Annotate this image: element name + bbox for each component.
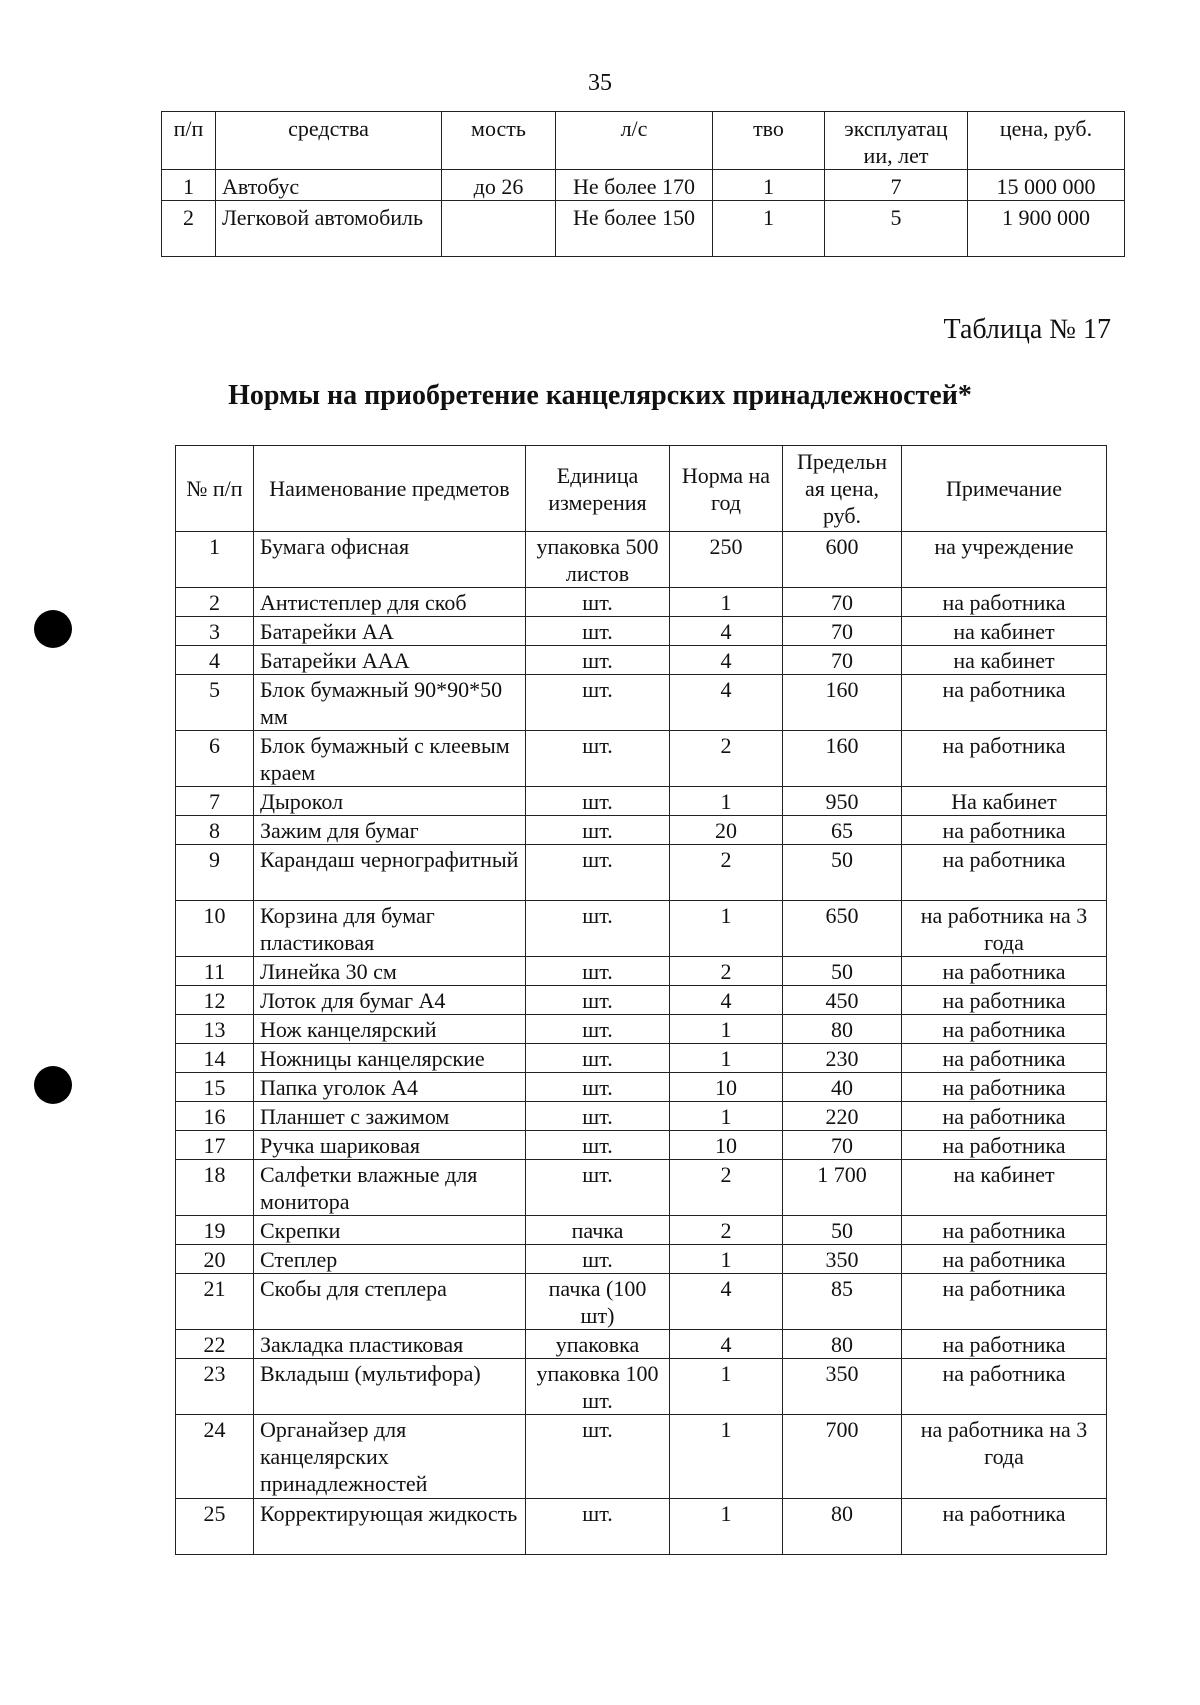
supplies-table [175, 445, 1107, 1555]
table-row [176, 957, 1107, 986]
cell-note: на работника [902, 731, 1107, 787]
table-row [176, 1274, 1107, 1330]
cell-number: 14 [176, 1044, 254, 1073]
cell-power: Не более 150 [556, 201, 713, 257]
table-label: Таблица № 17 [943, 314, 1111, 345]
cell-item-name: Корректирующая жидкость [254, 1499, 526, 1555]
table-row [162, 201, 1125, 257]
table-row [176, 675, 1107, 731]
cell-annual-norm: 10 [670, 1073, 783, 1102]
cell-annual-norm: 1 [670, 1102, 783, 1131]
header-cell: № п/п [176, 446, 254, 532]
header-cell: Примечание [902, 446, 1107, 532]
cell-note: на работника [902, 845, 1107, 901]
cell-item-name: Закладка пластиковая [254, 1330, 526, 1359]
cell-annual-norm: 2 [670, 731, 783, 787]
cell-unit: шт. [526, 1131, 670, 1160]
cell-max-price: 70 [783, 646, 902, 675]
cell-number: 25 [176, 1499, 254, 1555]
header-cell: Предельн ая цена, руб. [783, 446, 902, 532]
cell-item-name: Блок бумажный с клеевым краем [254, 731, 526, 787]
cell-unit: шт. [526, 731, 670, 787]
table-row [176, 1330, 1107, 1359]
cell-annual-norm: 4 [670, 617, 783, 646]
cell-unit: шт. [526, 1073, 670, 1102]
cell-max-price: 160 [783, 675, 902, 731]
cell-unit: шт. [526, 675, 670, 731]
cell-number: 16 [176, 1102, 254, 1131]
cell-note: на работника [902, 1044, 1107, 1073]
cell-note: на работника [902, 1131, 1107, 1160]
header-cell: мость [442, 112, 556, 170]
cell-quantity: 1 [713, 201, 825, 257]
cell-number: 11 [176, 957, 254, 986]
cell-note: на кабинет [902, 646, 1107, 675]
cell-number: 8 [176, 816, 254, 845]
cell-number: 9 [176, 845, 254, 901]
cell-item-name: Салфетки влажные для монитора [254, 1160, 526, 1216]
cell-number: 13 [176, 1015, 254, 1044]
cell-unit: шт. [526, 957, 670, 986]
cell-annual-norm: 1 [670, 1044, 783, 1073]
table-row [176, 986, 1107, 1015]
cell-annual-norm: 1 [670, 1499, 783, 1555]
cell-unit: шт. [526, 646, 670, 675]
cell-max-price: 50 [783, 1216, 902, 1245]
table-row [176, 845, 1107, 901]
cell-number: 4 [176, 646, 254, 675]
cell-note: на работника [902, 1274, 1107, 1330]
cell-annual-norm: 4 [670, 646, 783, 675]
cell-unit: пачка (100 шт) [526, 1274, 670, 1330]
cell-unit: шт. [526, 1015, 670, 1044]
cell-number: 10 [176, 901, 254, 957]
cell-item-name: Скрепки [254, 1216, 526, 1245]
cell-max-price: 50 [783, 845, 902, 901]
cell-annual-norm: 2 [670, 1160, 783, 1216]
cell-annual-norm: 1 [670, 1015, 783, 1044]
cell-unit: упаковка 100 шт. [526, 1359, 670, 1415]
cell-price: 15 000 000 [968, 170, 1125, 201]
table-row [176, 617, 1107, 646]
cell-note: на работника на 3 года [902, 1415, 1107, 1499]
cell-item-name: Антистеплер для скоб [254, 588, 526, 617]
cell-number: 2 [176, 588, 254, 617]
header-cell: средства [216, 112, 442, 170]
cell-unit: шт. [526, 845, 670, 901]
cell-max-price: 230 [783, 1044, 902, 1073]
table-row [176, 532, 1107, 588]
cell-max-price: 65 [783, 816, 902, 845]
cell-unit: шт. [526, 901, 670, 957]
cell-vehicle: Легковой автомобиль [216, 201, 442, 257]
cell-max-price: 220 [783, 1102, 902, 1131]
table-row [176, 1044, 1107, 1073]
cell-max-price: 160 [783, 731, 902, 787]
cell-annual-norm: 4 [670, 1330, 783, 1359]
cell-item-name: Ножницы канцелярские [254, 1044, 526, 1073]
cell-number: 7 [176, 787, 254, 816]
cell-quantity: 1 [713, 170, 825, 201]
cell-vehicle: Автобус [216, 170, 442, 201]
cell-number: 12 [176, 986, 254, 1015]
cell-item-name: Скобы для степлера [254, 1274, 526, 1330]
cell-annual-norm: 2 [670, 845, 783, 901]
cell-max-price: 350 [783, 1245, 902, 1274]
cell-unit: шт. [526, 986, 670, 1015]
table-row [176, 1102, 1107, 1131]
cell-max-price: 80 [783, 1330, 902, 1359]
page-number: 35 [588, 70, 612, 96]
cell-number: 2 [162, 201, 216, 257]
cell-note: на работника [902, 1359, 1107, 1415]
cell-number: 17 [176, 1131, 254, 1160]
cell-note: на кабинет [902, 617, 1107, 646]
cell-number: 6 [176, 731, 254, 787]
cell-annual-norm: 1 [670, 901, 783, 957]
cell-annual-norm: 1 [670, 787, 783, 816]
cell-max-price: 600 [783, 532, 902, 588]
cell-item-name: Батарейки ААА [254, 646, 526, 675]
cell-term: 5 [825, 201, 968, 257]
table-row [176, 1216, 1107, 1245]
vehicles-table [161, 111, 1125, 257]
cell-item-name: Корзина для бумаг пластиковая [254, 901, 526, 957]
table-row [176, 901, 1107, 957]
cell-annual-norm: 250 [670, 532, 783, 588]
cell-note: на работника [902, 1216, 1107, 1245]
cell-item-name: Степлер [254, 1245, 526, 1274]
cell-note: на работника [902, 1245, 1107, 1274]
cell-number: 3 [176, 617, 254, 646]
cell-max-price: 80 [783, 1499, 902, 1555]
cell-power: Не более 170 [556, 170, 713, 201]
table-row [176, 1415, 1107, 1499]
table-row [176, 787, 1107, 816]
cell-unit: шт. [526, 1415, 670, 1499]
cell-note: на работника [902, 675, 1107, 731]
cell-item-name: Органайзер для канцелярских принадлежностей [254, 1415, 526, 1499]
cell-max-price: 70 [783, 617, 902, 646]
cell-max-price: 70 [783, 588, 902, 617]
cell-price: 1 900 000 [968, 201, 1125, 257]
table-row [162, 170, 1125, 201]
cell-note: на работника [902, 816, 1107, 845]
cell-number: 1 [162, 170, 216, 201]
cell-number: 5 [176, 675, 254, 731]
table-row [176, 731, 1107, 787]
table-row [176, 1015, 1107, 1044]
cell-item-name: Блок бумажный 90*90*50 мм [254, 675, 526, 731]
cell-note: на кабинет [902, 1160, 1107, 1216]
cell-annual-norm: 4 [670, 986, 783, 1015]
cell-number: 23 [176, 1359, 254, 1415]
table-header-row [176, 446, 1107, 532]
cell-max-price: 80 [783, 1015, 902, 1044]
cell-capacity: до 26 [442, 170, 556, 201]
header-cell: цена, руб. [968, 112, 1125, 170]
cell-note: на работника [902, 588, 1107, 617]
header-cell: эксплуатац ии, лет [825, 112, 968, 170]
cell-capacity [442, 201, 556, 257]
cell-number: 22 [176, 1330, 254, 1359]
header-cell: п/п [162, 112, 216, 170]
cell-item-name: Вкладыш (мультифора) [254, 1359, 526, 1415]
cell-unit: шт. [526, 617, 670, 646]
table-header-row [162, 112, 1125, 170]
binder-hole [34, 1066, 72, 1104]
header-cell: Единица измерения [526, 446, 670, 532]
cell-max-price: 70 [783, 1131, 902, 1160]
table-row [176, 1499, 1107, 1555]
cell-note: на работника [902, 1073, 1107, 1102]
cell-item-name: Линейка 30 см [254, 957, 526, 986]
binder-hole [34, 610, 72, 648]
cell-annual-norm: 4 [670, 1274, 783, 1330]
cell-note: на работника [902, 957, 1107, 986]
cell-annual-norm: 4 [670, 675, 783, 731]
cell-unit: шт. [526, 1499, 670, 1555]
table-row [176, 1160, 1107, 1216]
cell-unit: упаковка [526, 1330, 670, 1359]
cell-term: 7 [825, 170, 968, 201]
cell-unit: шт. [526, 588, 670, 617]
table-row [176, 1073, 1107, 1102]
cell-annual-norm: 1 [670, 1245, 783, 1274]
cell-max-price: 950 [783, 787, 902, 816]
cell-note: на учреждение [902, 532, 1107, 588]
cell-annual-norm: 1 [670, 588, 783, 617]
cell-item-name: Ручка шариковая [254, 1131, 526, 1160]
cell-item-name: Нож канцелярский [254, 1015, 526, 1044]
cell-item-name: Папка уголок А4 [254, 1073, 526, 1102]
cell-item-name: Планшет с зажимом [254, 1102, 526, 1131]
cell-note: на работника [902, 1330, 1107, 1359]
cell-annual-norm: 2 [670, 957, 783, 986]
cell-max-price: 650 [783, 901, 902, 957]
cell-max-price: 450 [783, 986, 902, 1015]
header-cell: л/с [556, 112, 713, 170]
header-cell: Наименование предметов [254, 446, 526, 532]
cell-unit: шт. [526, 1160, 670, 1216]
cell-number: 15 [176, 1073, 254, 1102]
table-row [176, 1245, 1107, 1274]
cell-unit: шт. [526, 816, 670, 845]
cell-item-name: Лоток для бумаг А4 [254, 986, 526, 1015]
cell-max-price: 350 [783, 1359, 902, 1415]
table-title: Нормы на приобретение канцелярских принадлежностей* [228, 380, 972, 411]
cell-item-name: Зажим для бумаг [254, 816, 526, 845]
cell-max-price: 700 [783, 1415, 902, 1499]
cell-note: на работника [902, 1102, 1107, 1131]
cell-number: 21 [176, 1274, 254, 1330]
cell-number: 20 [176, 1245, 254, 1274]
cell-unit: шт. [526, 1102, 670, 1131]
cell-unit: пачка [526, 1216, 670, 1245]
cell-item-name: Карандаш чернографитный [254, 845, 526, 901]
table-row [176, 646, 1107, 675]
cell-item-name: Бумага офисная [254, 532, 526, 588]
cell-max-price: 40 [783, 1073, 902, 1102]
cell-note: На кабинет [902, 787, 1107, 816]
cell-annual-norm: 1 [670, 1359, 783, 1415]
cell-annual-norm: 2 [670, 1216, 783, 1245]
cell-note: на работника на 3 года [902, 901, 1107, 957]
cell-annual-norm: 10 [670, 1131, 783, 1160]
cell-unit: упаковка 500 листов [526, 532, 670, 588]
cell-number: 19 [176, 1216, 254, 1245]
table-row [176, 816, 1107, 845]
cell-annual-norm: 20 [670, 816, 783, 845]
header-cell: Норма на год [670, 446, 783, 532]
table-row [176, 588, 1107, 617]
cell-note: на работника [902, 986, 1107, 1015]
cell-item-name: Батарейки АА [254, 617, 526, 646]
table-row [176, 1131, 1107, 1160]
cell-number: 24 [176, 1415, 254, 1499]
cell-number: 1 [176, 532, 254, 588]
table-row [176, 1359, 1107, 1415]
cell-note: на работника [902, 1015, 1107, 1044]
cell-annual-norm: 1 [670, 1415, 783, 1499]
cell-note: на работника [902, 1499, 1107, 1555]
cell-unit: шт. [526, 787, 670, 816]
cell-number: 18 [176, 1160, 254, 1216]
cell-unit: шт. [526, 1044, 670, 1073]
cell-max-price: 85 [783, 1274, 902, 1330]
cell-max-price: 50 [783, 957, 902, 986]
cell-max-price: 1 700 [783, 1160, 902, 1216]
cell-item-name: Дырокол [254, 787, 526, 816]
header-cell: тво [713, 112, 825, 170]
cell-unit: шт. [526, 1245, 670, 1274]
